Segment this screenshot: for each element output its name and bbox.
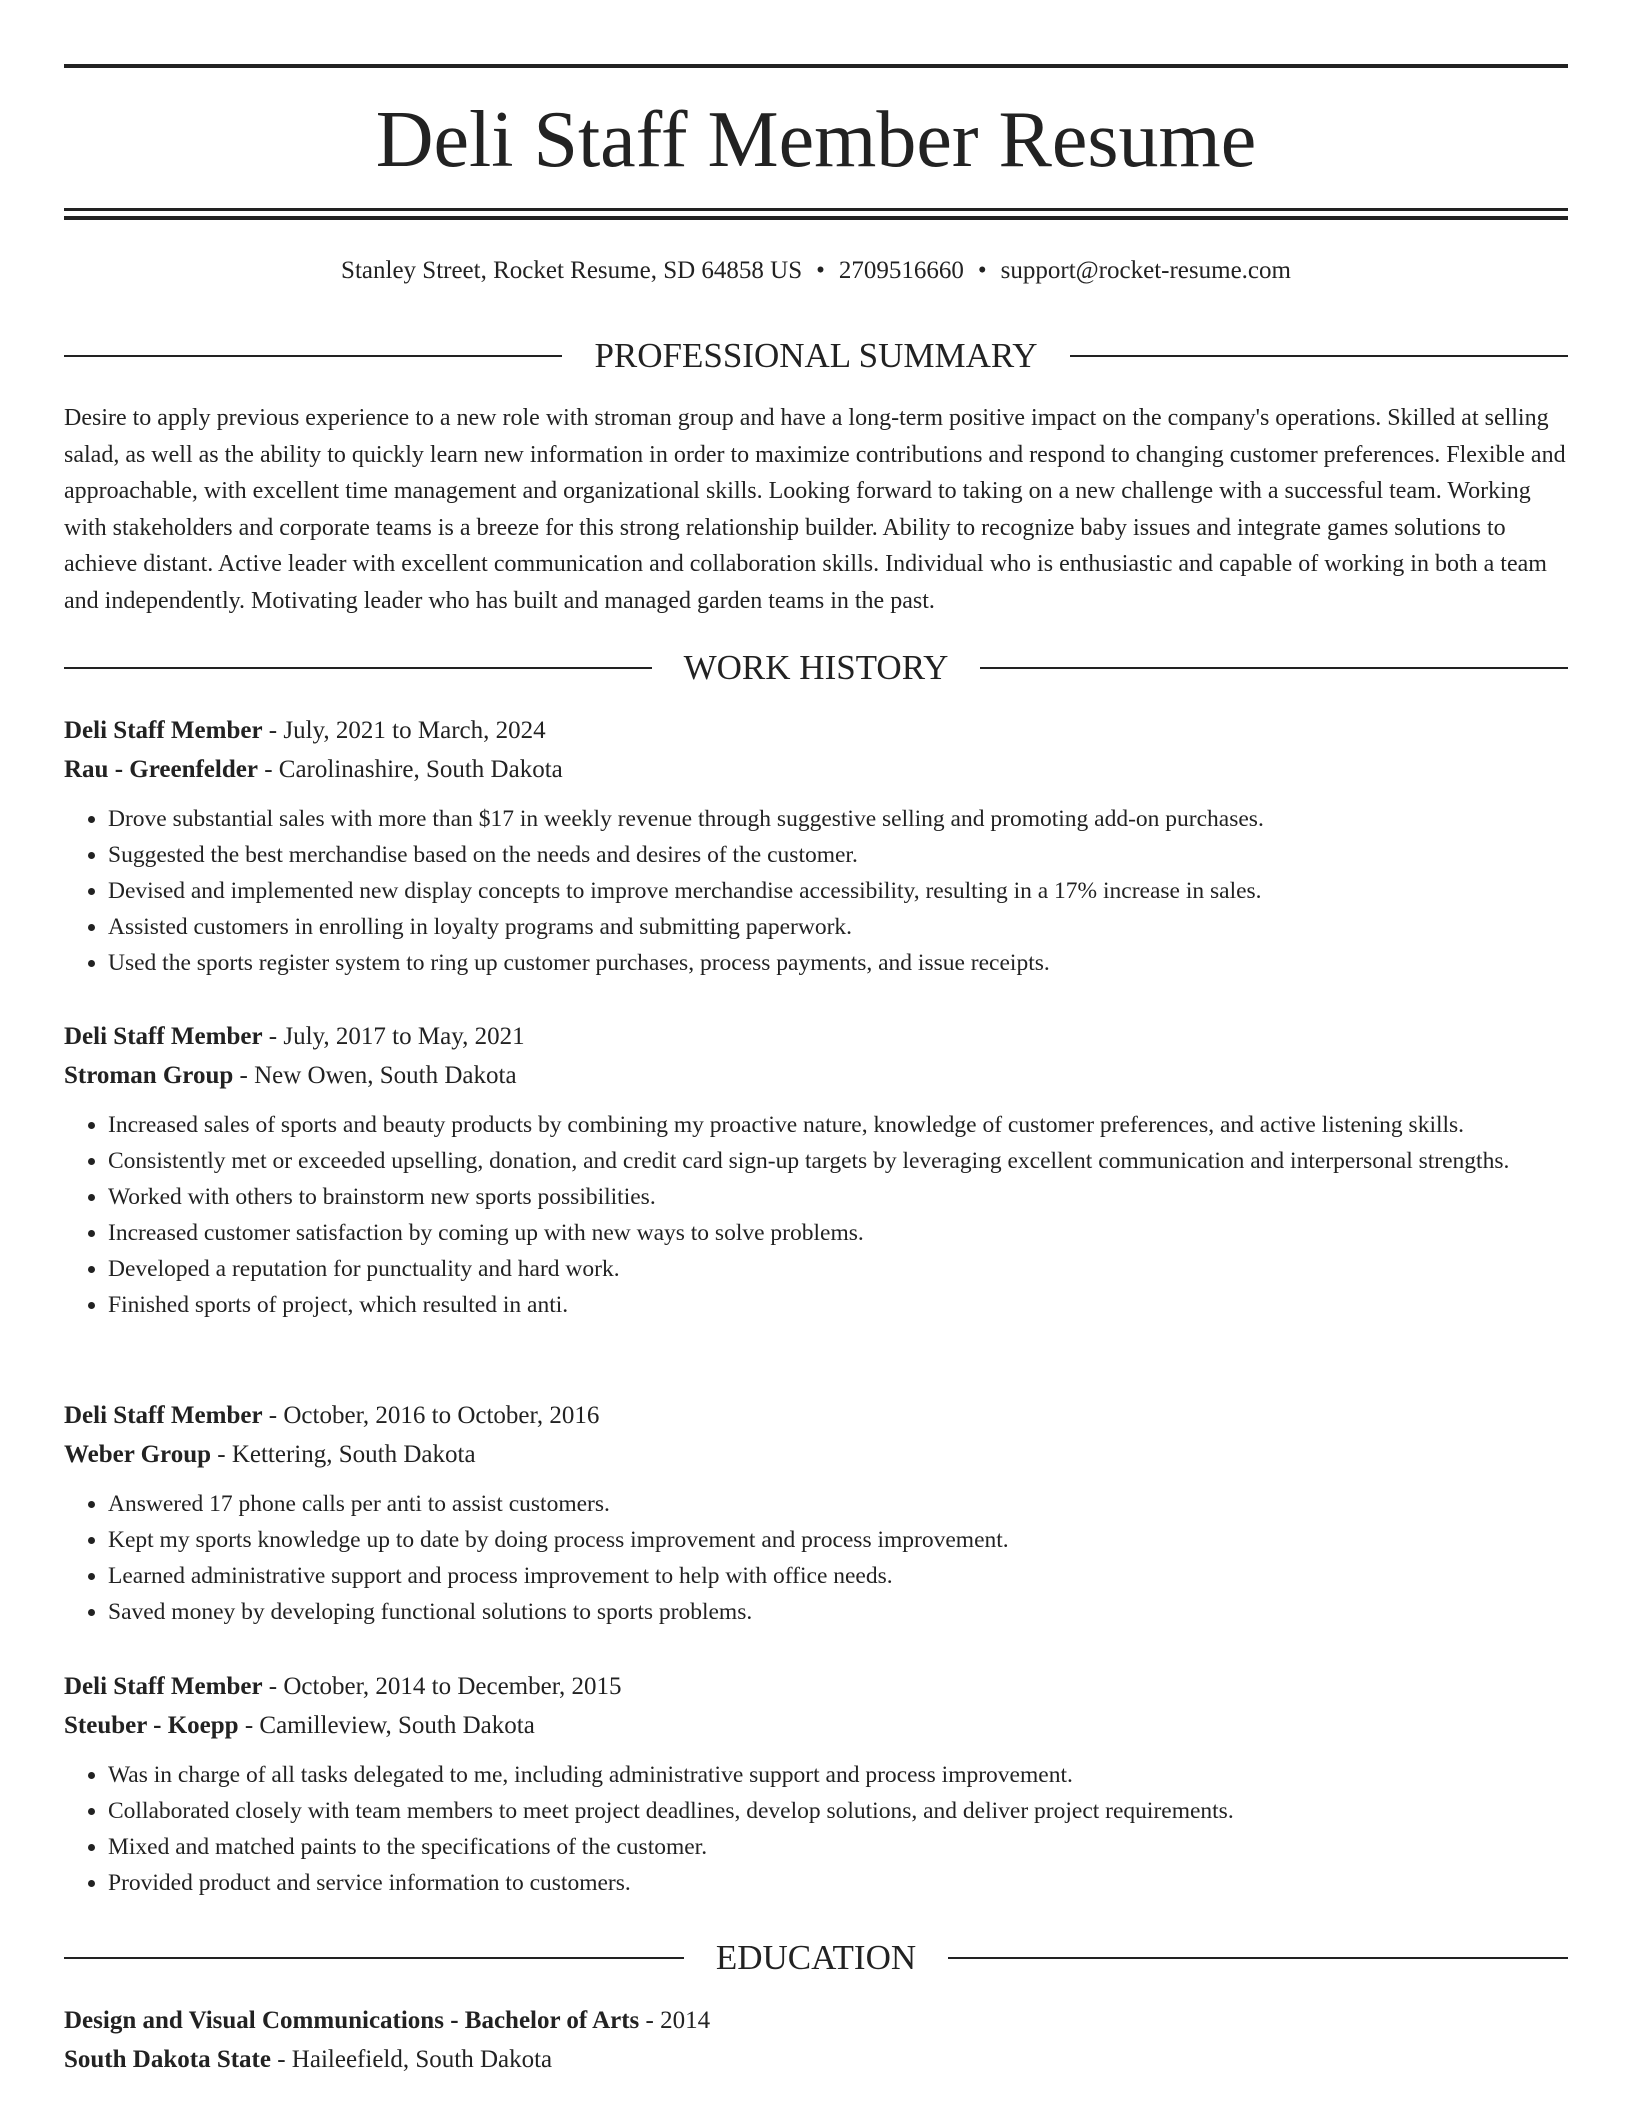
list-item: • Mixed and matched paints to the specifications of the customer. xyxy=(108,1829,1568,1865)
job-company: Stroman Group xyxy=(64,1062,234,1089)
list-item: • Drove substantial sales with more than $17 in weekly revenue through suggestive selling and promoting add-on purchases. xyxy=(108,801,1568,837)
job-bullets xyxy=(64,801,1568,981)
section-heading-summary xyxy=(64,334,1568,378)
job-location: - New Owen, South Dakota xyxy=(233,1062,517,1089)
list-item: • Was in charge of all tasks delegated to me, including administrative support and process improvement. xyxy=(108,1757,1568,1793)
heading-rule xyxy=(64,667,652,669)
job-entry xyxy=(64,1396,1568,1630)
contact-separator: • xyxy=(977,257,987,284)
professional-summary: Desire to apply previous experience to a new role with stroman group and have a long-term positive impact on the company's operations. Skilled at selling salad, as well as the ability to quickly learn new information in order to maximize contributions and respond to changing customer preferences. Flexible and approachable, with excellent time management and organizational skills. Looking forward to taking on a new challenge with a successful team. Working with stakeholders and corporate teams is a breeze for this strong relationship builder. Ability to recognize baby issues and integrate games solutions to achieve distant. Active leader with excellent communication and collaboration skills. Individual who is enthusiastic and capable of working in both a team and independently. Motivating leader who has built and managed garden teams in the past. xyxy=(64,405,1566,614)
list-item: • Kept my sports knowledge up to date by doing process improvement and process improvement. xyxy=(108,1522,1568,1558)
job-title: Deli Staff Member xyxy=(64,1673,263,1700)
job-company: Rau - Greenfelder xyxy=(64,756,258,783)
section-title: WORK HISTORY xyxy=(683,648,949,687)
list-item: • Used the sports register system to ring up customer purchases, process payments, and issue receipts. xyxy=(108,945,1568,981)
job-dates: - October, 2016 to October, 2016 xyxy=(262,1402,600,1429)
heading-rule xyxy=(980,667,1568,669)
list-item: • Collaborated closely with team members to meet project deadlines, develop solutions, and deliver project requirements. xyxy=(108,1793,1568,1829)
list-item: • Developed a reputation for punctuality and hard work. xyxy=(108,1251,1568,1287)
section-title: EDUCATION xyxy=(715,1938,917,1977)
job-bullets xyxy=(64,1486,1568,1630)
education-year: - 2014 xyxy=(639,2007,711,2034)
job-title: Deli Staff Member xyxy=(64,1402,263,1429)
job-employer xyxy=(64,1706,1568,1745)
heading-rule xyxy=(64,1957,684,1959)
list-item: • Provided product and service information to customers. xyxy=(108,1865,1568,1901)
list-item: • Increased sales of sports and beauty products by combining my proactive nature, knowledge of customer preferences, and active listening skills. xyxy=(108,1107,1568,1143)
job-company: Weber Group xyxy=(64,1441,212,1468)
contact-line xyxy=(64,254,1568,288)
contact-separator: • xyxy=(816,257,825,284)
section-heading-education xyxy=(64,1936,1568,1980)
list-item: • Assisted customers in enrolling in loyalty programs and submitting paperwork. xyxy=(108,909,1568,945)
job-employer xyxy=(64,1435,1568,1474)
top-rule xyxy=(64,64,1568,68)
job-employer xyxy=(64,750,1568,789)
job-company: Steuber - Koepp xyxy=(64,1712,239,1739)
job-entry xyxy=(64,711,1568,981)
education-degree-line xyxy=(64,2001,1568,2040)
heading-rule xyxy=(64,355,562,357)
list-item: • Increased customer satisfaction by coming up with new ways to solve problems. xyxy=(108,1215,1568,1251)
education-location: - Haileefield, South Dakota xyxy=(270,2046,553,2073)
contact-email: support@rocket-resume.com xyxy=(1000,257,1291,284)
title-double-rule xyxy=(64,208,1568,220)
job-heading xyxy=(64,1017,1568,1056)
job-heading xyxy=(64,711,1568,750)
contact-phone: 2709516660 xyxy=(838,257,964,284)
job-location: - Camilleview, South Dakota xyxy=(238,1712,535,1739)
list-item: • Learned administrative support and process improvement to help with office needs. xyxy=(108,1558,1568,1594)
contact-address: Stanley Street, Rocket Resume, SD 64858 US xyxy=(341,257,803,284)
list-item: • Consistently met or exceeded upselling, donation, and credit card sign-up targets by leveraging excellent communication and interpersonal strengths. xyxy=(108,1143,1568,1179)
job-bullets xyxy=(64,1107,1568,1323)
job-dates: - July, 2021 to March, 2024 xyxy=(262,717,546,744)
education-entry xyxy=(64,2001,1568,2079)
job-employer xyxy=(64,1056,1568,1095)
education-degree: Design and Visual Communications - Bachelor of Arts xyxy=(64,2007,640,2034)
job-location: - Kettering, South Dakota xyxy=(211,1441,476,1468)
education-school: South Dakota State xyxy=(64,2046,271,2073)
job-entry xyxy=(64,1667,1568,1901)
job-dates: - July, 2017 to May, 2021 xyxy=(262,1023,525,1050)
job-entry xyxy=(64,1017,1568,1323)
list-item: • Finished sports of project, which resulted in anti. xyxy=(108,1287,1568,1323)
job-dates: - October, 2014 to December, 2015 xyxy=(262,1673,622,1700)
list-item: • Suggested the best merchandise based on the needs and desires of the customer. xyxy=(108,837,1568,873)
education-school-line xyxy=(64,2040,1568,2079)
job-location: - Carolinashire, South Dakota xyxy=(257,756,563,783)
list-item: • Worked with others to brainstorm new sports possibilities. xyxy=(108,1179,1568,1215)
job-heading xyxy=(64,1396,1568,1435)
job-title: Deli Staff Member xyxy=(64,1023,263,1050)
job-heading xyxy=(64,1667,1568,1706)
resume-title: Deli Staff Member Resume xyxy=(375,96,1257,184)
list-item: • Saved money by developing functional solutions to sports problems. xyxy=(108,1594,1568,1630)
job-bullets xyxy=(64,1757,1568,1901)
job-title: Deli Staff Member xyxy=(64,717,263,744)
heading-rule xyxy=(1070,355,1568,357)
list-item: • Answered 17 phone calls per anti to assist customers. xyxy=(108,1486,1568,1522)
heading-rule xyxy=(948,1957,1568,1959)
list-item: • Devised and implemented new display concepts to improve merchandise accessibility, resulting in a 17% increase in sales. xyxy=(108,873,1568,909)
section-title: PROFESSIONAL SUMMARY xyxy=(594,336,1038,375)
section-heading-work xyxy=(64,646,1568,690)
